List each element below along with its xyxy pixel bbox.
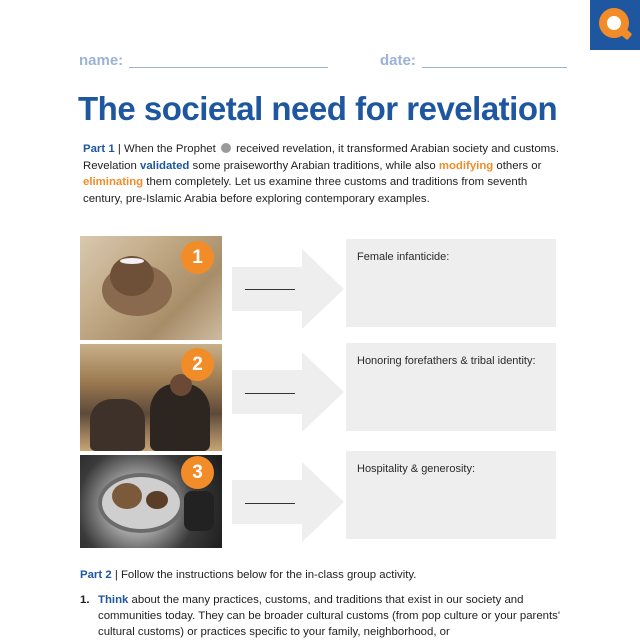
- custom-number-badge: 1: [181, 241, 214, 274]
- q-logo-icon: [590, 0, 640, 50]
- custom-number-badge: 2: [181, 348, 214, 381]
- part2-intro: Part 2 | Follow the instructions below for the in-class group activity.: [80, 569, 417, 581]
- arrow-right-icon: [232, 352, 344, 432]
- answer-blank-3[interactable]: [245, 503, 295, 504]
- name-label: name:: [79, 52, 124, 69]
- honorific-symbol-icon: [221, 143, 231, 153]
- instruction-number: 1.: [80, 594, 90, 606]
- custom-box-3[interactable]: [346, 451, 556, 539]
- date-field[interactable]: [422, 67, 567, 68]
- keyword-eliminating: eliminating: [83, 176, 144, 188]
- answer-blank-1[interactable]: [245, 289, 295, 290]
- answer-blank-2[interactable]: [245, 393, 295, 394]
- custom-label: Honoring forefathers & tribal identity:: [357, 355, 536, 367]
- custom-box-2[interactable]: [346, 343, 556, 431]
- page-title: The societal need for revelation: [78, 90, 558, 127]
- part1-intro: Part 1 | When the Prophet received revelation, it transformed Arabian society and customs. Revelation validated some praiseworthy Arabian traditions, while also modifying others or eliminating them completely. Let us examine three customs and traditions from seventh century, pre-Islamic Arabia before exploring contemporary examples.: [83, 143, 560, 205]
- part2-label: Part 2: [80, 569, 112, 581]
- custom-box-1[interactable]: [346, 239, 556, 327]
- custom-number-badge: 3: [181, 456, 214, 489]
- custom-label: Hospitality & generosity:: [357, 463, 475, 475]
- instruction-text: Think about the many practices, customs, and traditions that exist in our society and communities today. They can be broader cultural customs (from pop culture or your parents' cultural customs) or practices specific to your family, neighborhood, or: [98, 594, 561, 638]
- keyword-modifying: modifying: [438, 159, 494, 172]
- keyword-think: Think: [98, 594, 129, 606]
- name-field[interactable]: [129, 67, 328, 68]
- custom-label: Female infanticide:: [357, 251, 450, 263]
- keyword-validated: validated: [140, 159, 190, 172]
- date-label: date:: [380, 52, 416, 69]
- part1-label: Part 1: [83, 143, 115, 155]
- arrow-right-icon: [232, 462, 344, 542]
